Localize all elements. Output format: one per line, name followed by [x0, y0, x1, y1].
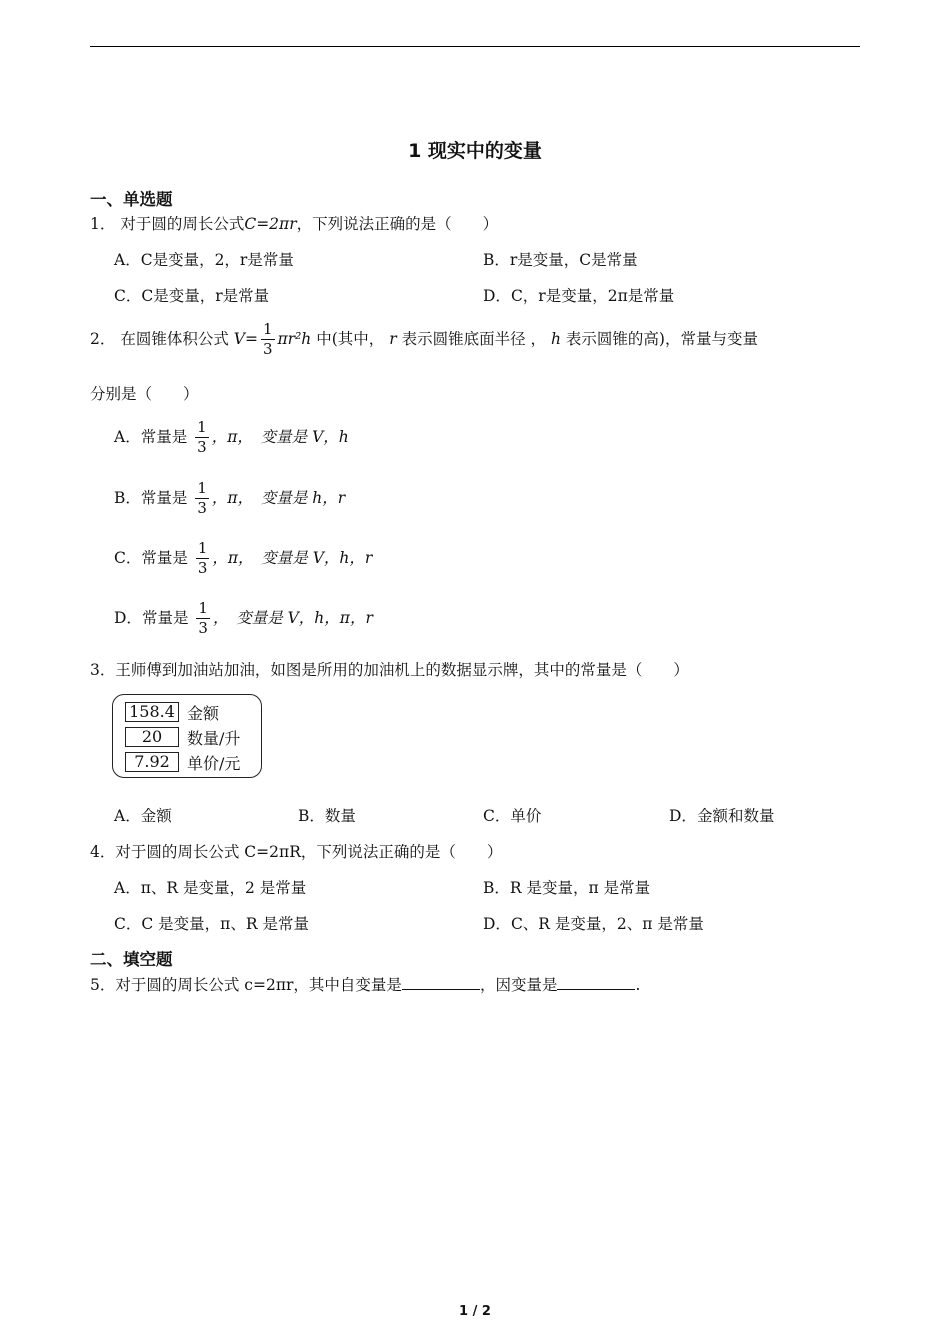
display-label: 单价/元 — [187, 754, 241, 773]
fraction — [195, 481, 209, 516]
question-number: 1． — [90, 215, 116, 233]
question-text: 对于圆的周长公式 c=2πr，其中自变量是 — [115, 976, 402, 994]
option-2d — [114, 601, 373, 636]
question-4 — [90, 843, 502, 862]
fraction-numerator: 1 — [197, 539, 208, 557]
formula-rhs: πr²h — [277, 330, 312, 349]
question-text: . — [635, 976, 641, 994]
option-text: ， 变量是 V，h，π，r — [212, 609, 373, 628]
question-text: ，下列说法正确的是（ ） — [296, 215, 499, 233]
question-text: 王师傅到加油站加油，如图是所用的加油机上的数据显示牌，其中的常量是（ ） — [115, 661, 689, 679]
fraction-denominator: 3 — [198, 619, 208, 637]
option-label: C． — [483, 807, 511, 825]
option-label: C． — [114, 549, 142, 568]
formula: C=2πr — [244, 215, 297, 233]
formula-lhs: V= — [233, 330, 258, 349]
answer-blank-independent[interactable] — [402, 975, 480, 990]
option-label: A． — [114, 428, 141, 447]
question-5 — [90, 975, 640, 995]
fraction — [261, 322, 275, 357]
option-text: 数量 — [324, 807, 356, 825]
display-value: 20 — [125, 727, 179, 747]
option-text: 金额 — [140, 807, 172, 825]
fuel-pump-display — [112, 694, 262, 778]
option-4a — [114, 879, 306, 898]
option-4c — [114, 915, 309, 934]
variable-h: h — [550, 330, 561, 349]
option-3d — [669, 807, 774, 826]
question-text: ，因变量是 — [479, 976, 558, 994]
question-text: 对于圆的周长公式 — [120, 215, 245, 233]
option-text: ，π， 变量是 V，h — [211, 428, 349, 447]
option-label: B． — [483, 879, 510, 897]
option-2c — [114, 541, 372, 576]
option-label: C． — [114, 287, 142, 305]
display-value: 158.4 — [125, 702, 179, 722]
option-text: C是变量，2，r是常量 — [140, 251, 294, 269]
fraction — [195, 420, 209, 455]
option-1d — [483, 287, 674, 306]
question-number: 4． — [90, 843, 116, 861]
option-1a — [114, 251, 294, 270]
question-2-continuation: 分别是（ ） — [90, 385, 199, 403]
fraction-denominator: 3 — [197, 499, 207, 517]
fraction-numerator: 1 — [262, 320, 273, 338]
fraction-denominator: 3 — [197, 438, 207, 456]
fraction — [196, 601, 210, 636]
option-text: ，π， 变量是 h，r — [211, 489, 346, 508]
fraction-numerator: 1 — [197, 418, 207, 436]
option-text: 常量是 — [140, 428, 188, 447]
option-4d — [483, 915, 704, 934]
option-label: C． — [114, 915, 142, 933]
option-label: D． — [669, 807, 697, 825]
option-text: 常量是 — [140, 489, 188, 508]
option-1b — [483, 251, 638, 270]
fraction-numerator: 1 — [198, 599, 208, 617]
option-2a — [114, 420, 349, 455]
option-label: D． — [483, 287, 511, 305]
option-4b — [483, 879, 650, 898]
section-heading-fill-blank: 二、填空题 — [90, 950, 173, 969]
fraction-denominator: 3 — [197, 559, 208, 577]
option-text: 单价 — [510, 807, 542, 825]
question-number: 5． — [90, 976, 116, 994]
fraction-denominator: 3 — [262, 340, 273, 358]
option-label: A． — [114, 251, 141, 269]
page-title: 1 现实中的变量 — [408, 140, 542, 162]
option-3a — [114, 807, 172, 826]
question-text: 对于圆的周长公式 C=2πR，下列说法正确的是（ ） — [115, 843, 503, 861]
option-text: C 是变量，π、R 是常量 — [141, 915, 309, 933]
page-indicator: 1 / 2 — [459, 1304, 491, 1319]
question-number: 3． — [90, 661, 116, 679]
section-heading-single-choice: 一、单选题 — [90, 190, 173, 209]
option-label: A． — [114, 879, 141, 897]
display-value: 7.92 — [125, 752, 179, 772]
option-3b — [298, 807, 356, 826]
display-label: 金额 — [187, 704, 220, 723]
option-text: 常量是 — [141, 549, 188, 568]
variable-r: r — [389, 330, 397, 349]
option-label: D． — [114, 609, 142, 628]
question-text: 表示圆锥的高)，常量与变量 — [565, 330, 758, 349]
option-label: B． — [483, 251, 510, 269]
question-2 — [90, 322, 758, 357]
option-text: R 是变量，π 是常量 — [509, 879, 651, 897]
option-text: r是变量，C是常量 — [509, 251, 638, 269]
option-label: A． — [114, 807, 141, 825]
option-label: B． — [298, 807, 325, 825]
question-text: 表示圆锥底面半径 ， — [401, 330, 547, 349]
answer-blank-dependent[interactable] — [557, 975, 635, 990]
question-3 — [90, 661, 689, 680]
question-text: 中(其中， — [316, 330, 385, 349]
option-text: π、R 是变量，2 是常量 — [140, 879, 307, 897]
option-text: C是变量，r是常量 — [141, 287, 270, 305]
question-1 — [90, 215, 498, 234]
option-label: B． — [114, 489, 141, 508]
display-label: 数量/升 — [187, 729, 241, 748]
option-3c — [483, 807, 541, 826]
option-text: C、R 是变量，2、π 是常量 — [510, 915, 704, 933]
option-label: D． — [483, 915, 511, 933]
option-1c — [114, 287, 269, 306]
option-text: 常量是 — [141, 609, 189, 628]
option-text: 金额和数量 — [696, 807, 775, 825]
fraction-numerator: 1 — [197, 479, 207, 497]
question-number: 2． — [90, 330, 116, 349]
fraction — [196, 541, 210, 576]
question-text: 在圆锥体积公式 — [120, 330, 229, 349]
option-text: C，r是变量，2π是常量 — [510, 287, 675, 305]
option-2b — [114, 481, 345, 516]
option-text: ，π， 变量是 V，h，r — [212, 549, 373, 568]
header-rule — [90, 46, 860, 47]
